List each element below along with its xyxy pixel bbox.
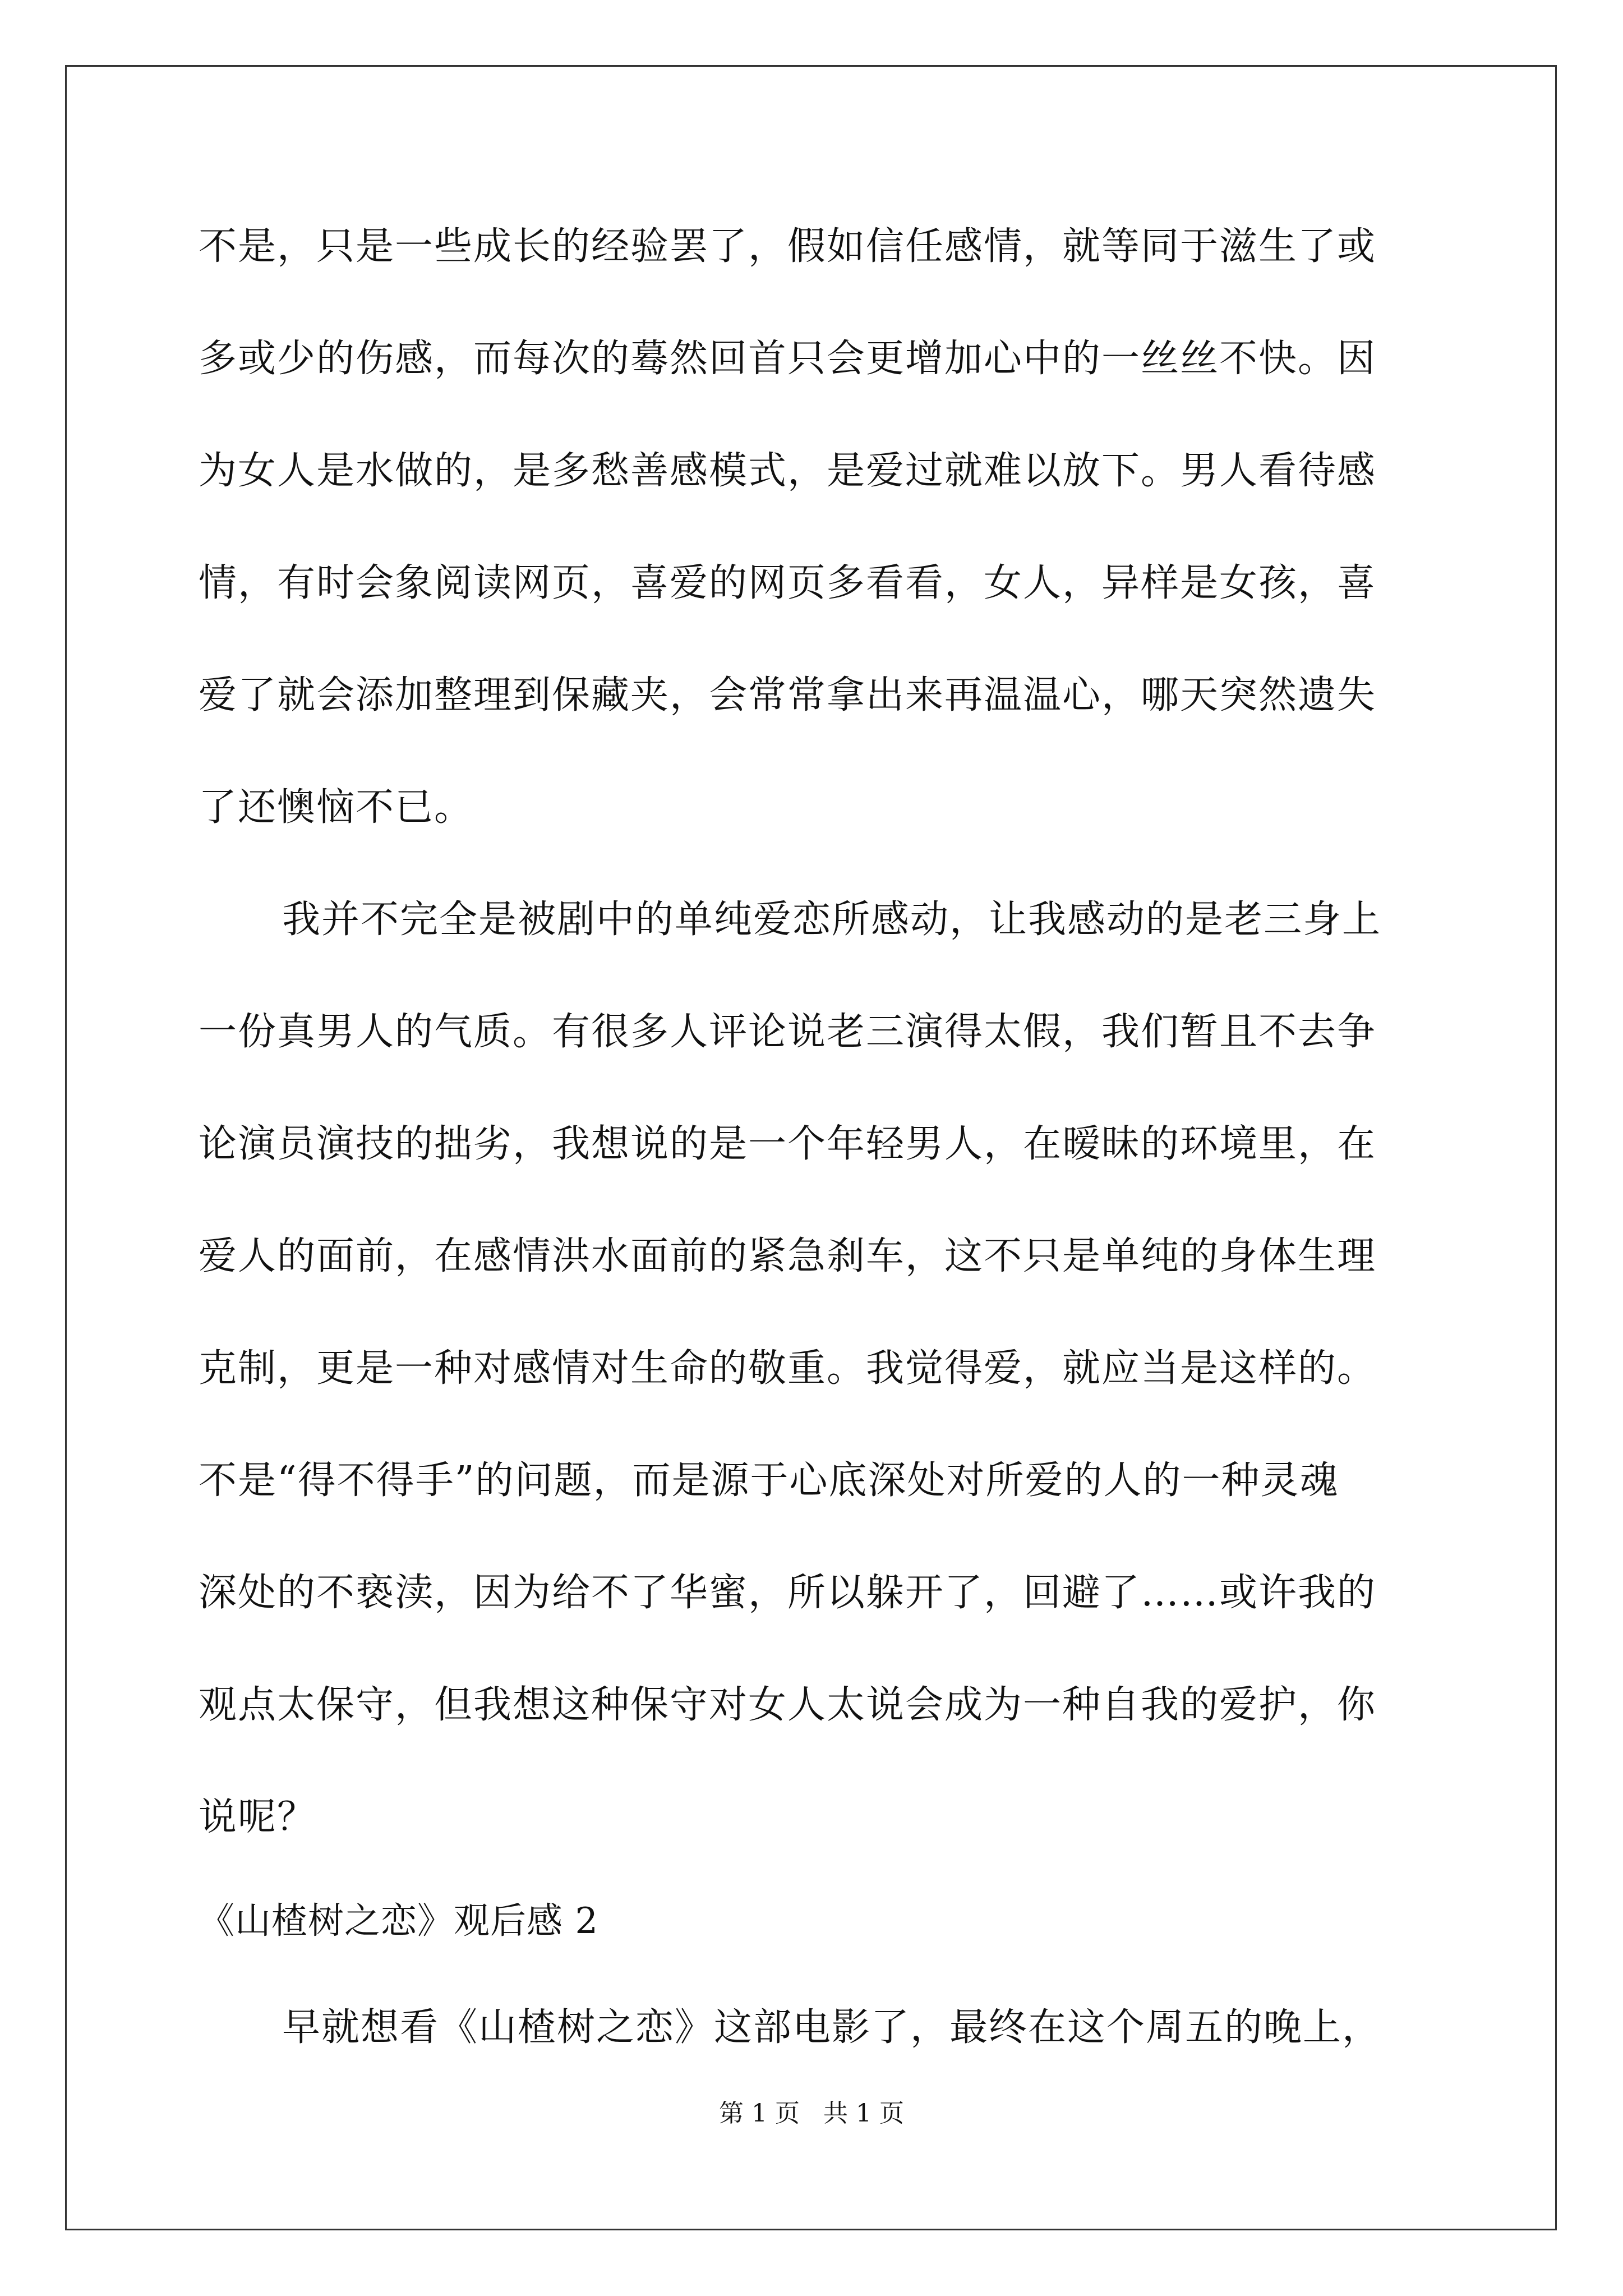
paragraph-2-line-5: 克制，更是一种对感情对生命的敬重。我觉得爱，就应当是这样的。 [199,1346,1377,1391]
paragraph-1-line-5: 爱了就会添加整理到保藏夹，会常常拿出来再温温心，哪天突然遗失 [199,673,1377,717]
paragraph-3-line-1: 早就想看《山楂树之恋》这部电影了，最终在这个周五的晚上， [282,2005,1382,2050]
paragraph-2-line-9: 说呢？ [199,1795,317,1839]
paragraph-1-line-6: 了还懊恼不已。 [199,785,474,830]
paragraph-2-line-1: 我并不完全是被剧中的单纯爱恋所感动，让我感动的是老三身上 [282,898,1382,942]
paragraph-1-line-3: 为女人是水做的，是多愁善感模式，是爱过就难以放下。男人看待感 [199,449,1377,493]
page-footer: 第 1 页 共 1 页 [719,2099,904,2128]
paragraph-2-line-3: 论演员演技的拙劣，我想说的是一个年轻男人，在暧昧的环境里，在 [199,1122,1377,1166]
paragraph-2-line-8: 观点太保守，但我想这种保守对女人太说会成为一种自我的爱护，你 [199,1683,1377,1727]
paragraph-1-line-2: 多或少的伤感，而每次的蓦然回首只会更增加心中的一丝丝不快。因 [199,337,1377,381]
paragraph-2-line-7: 深处的不亵渎，因为给不了华蜜，所以躲开了，回避了……或许我的 [199,1571,1377,1615]
paragraph-2-line-4: 爱人的面前，在感情洪水面前的紧急刹车，这不只是单纯的身体生理 [199,1234,1377,1278]
paragraph-1-line-1: 不是，只是一些成长的经验罢了，假如信任感情，就等同于滋生了或 [199,224,1377,269]
paragraph-2-line-6: 不是“得不得手”的问题，而是源于心底深处对所爱的人的一种灵魂 [199,1458,1339,1503]
section-heading: 《山楂树之恋》观后感 2 [199,1901,599,1942]
paragraph-2-line-2: 一份真男人的气质。有很多人评论说老三演得太假，我们暂且不去争 [199,1010,1377,1054]
paragraph-1-line-4: 情，有时会象阅读网页，喜爱的网页多看看，女人，异样是女孩，喜 [199,561,1377,605]
